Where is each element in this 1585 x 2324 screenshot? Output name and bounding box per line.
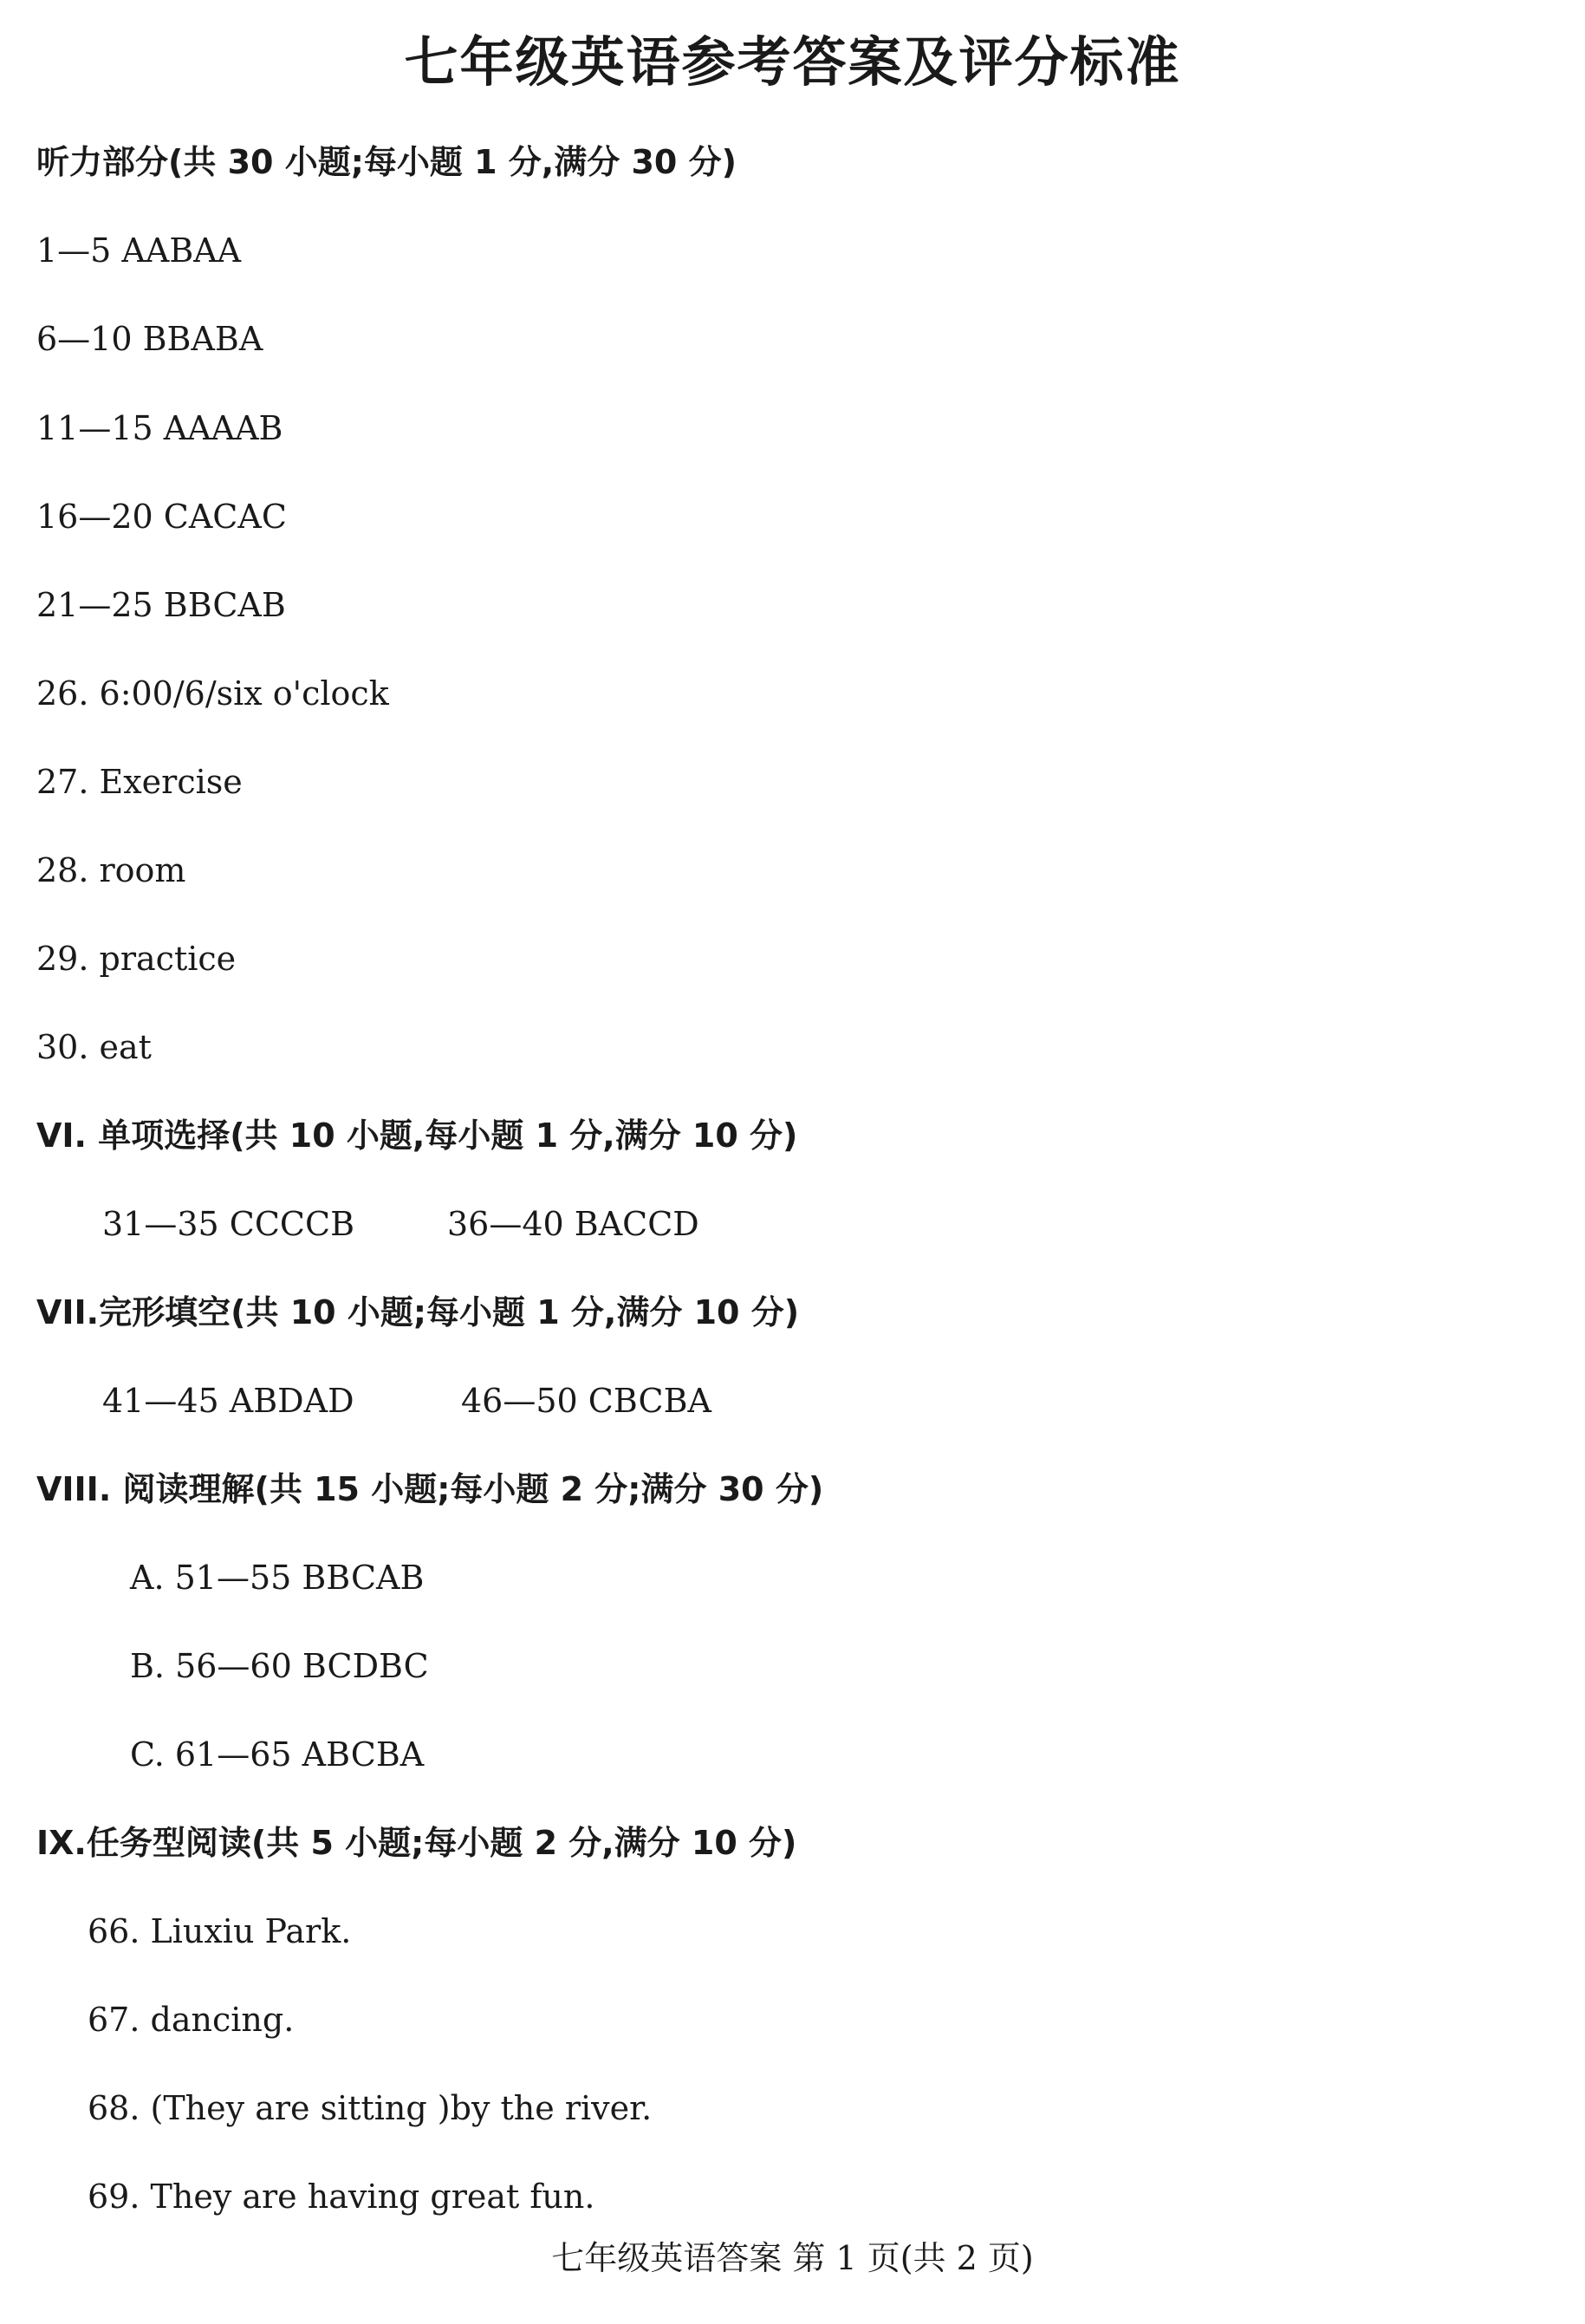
answer-line: 30. eat [36,1028,152,1066]
answer-line: 27. Exercise [36,763,243,801]
answer-line: 67. dancing. [88,2001,295,2039]
answer-line: 29. practice [36,940,237,978]
answer-line: 11—15 AAAAB [36,409,283,447]
page-footer: 七年级英语答案 第 1 页(共 2 页) [551,2239,1034,2277]
answer-line: 21—25 BBCAB [36,586,286,624]
answer-group: 41—45 ABDAD [102,1382,354,1420]
answer-line: 69. They are having great fun. [88,2178,595,2216]
section-6-answers [0,1198,1585,1250]
answer-line: C. 61—65 ABCBA [130,1735,425,1774]
page-title: 七年级英语参考答案及评分标准 [404,30,1181,94]
answer-line: 1—5 AABAA [36,231,242,270]
answer-line: B. 56—60 BCDBC [130,1647,429,1685]
answer-group: 36—40 BACCD [447,1205,699,1243]
listening-heading: 听力部分(共 30 小题;每小题 1 分,满分 30 分) [36,143,737,181]
answer-group: 46—50 CBCBA [461,1382,711,1420]
answer-line: 16—20 CACAC [36,498,287,536]
section-9-heading: IX.任务型阅读(共 5 小题;每小题 2 分,满分 10 分) [36,1824,797,1862]
answer-line: 26. 6:00/6/six o'clock [36,674,389,713]
section-8-heading: VIII. 阅读理解(共 15 小题;每小题 2 分;满分 30 分) [36,1470,824,1508]
answer-group: 31—35 CCCCB [102,1205,355,1243]
answer-line: 68. (They are sitting )by the river. [88,2089,653,2127]
answer-line: 66. Liuxiu Park. [88,1912,352,1950]
answer-line: 6—10 BBABA [36,320,263,358]
answer-line: A. 51—55 BBCAB [130,1559,425,1597]
section-7-answers [0,1375,1585,1427]
answer-line: 28. room [36,851,186,889]
section-6-heading: VI. 单项选择(共 10 小题,每小题 1 分,满分 10 分) [36,1116,798,1155]
section-7-heading: VII.完形填空(共 10 小题;每小题 1 分,满分 10 分) [36,1293,800,1331]
